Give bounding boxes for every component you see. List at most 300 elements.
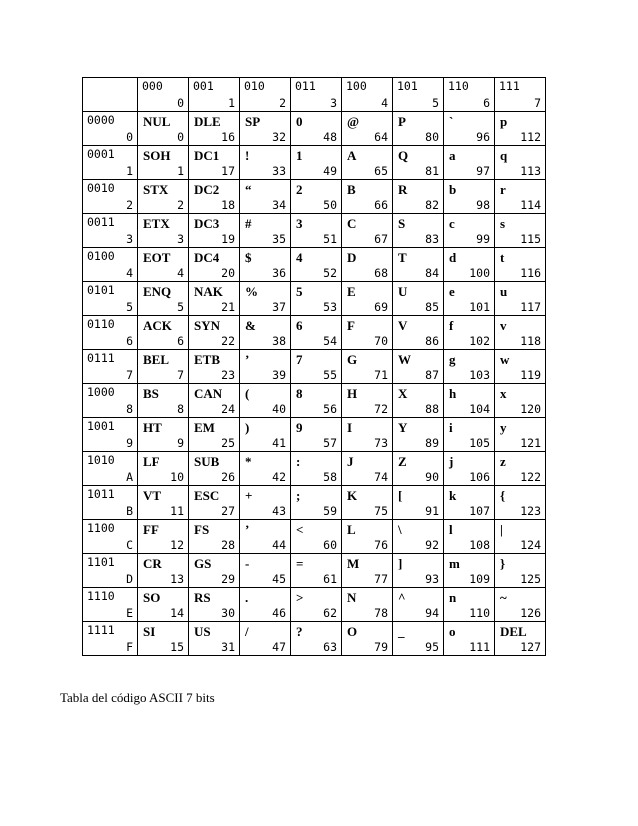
code-decimal: 57 (323, 436, 337, 450)
code-symbol: l (449, 522, 453, 537)
row-header (83, 384, 138, 418)
code-cell (291, 248, 342, 282)
code-cell (138, 486, 189, 520)
row-bits: 0001 (87, 147, 115, 161)
code-decimal: 25 (221, 436, 235, 450)
code-symbol: h (449, 386, 457, 401)
code-symbol: T (398, 250, 407, 265)
code-symbol: b (449, 182, 457, 197)
table-row (83, 520, 546, 554)
code-symbol: t (500, 250, 505, 265)
code-decimal: 127 (520, 640, 541, 654)
code-decimal: 13 (170, 572, 184, 586)
code-cell (444, 486, 495, 520)
code-cell (342, 554, 393, 588)
code-symbol: ( (245, 386, 250, 401)
code-symbol: i (449, 420, 453, 435)
code-symbol: P (398, 114, 406, 129)
code-decimal: 2 (177, 198, 184, 212)
code-symbol: J (347, 454, 354, 469)
code-cell (342, 486, 393, 520)
column-number: 3 (330, 96, 337, 110)
code-decimal: 110 (469, 606, 490, 620)
code-cell (291, 384, 342, 418)
code-cell (444, 622, 495, 656)
table-caption: Tabla del código ASCII 7 bits (60, 690, 215, 705)
code-symbol: a (449, 148, 456, 163)
row-header (83, 520, 138, 554)
code-decimal: 24 (221, 402, 235, 416)
code-cell (291, 588, 342, 622)
code-symbol: S (398, 216, 406, 231)
code-cell (291, 486, 342, 520)
code-decimal: 55 (323, 368, 337, 382)
code-symbol: 9 (296, 420, 303, 435)
code-symbol: US (194, 624, 211, 639)
row-bits: 0100 (87, 249, 115, 263)
code-decimal: 69 (374, 300, 388, 314)
code-decimal: 3 (177, 232, 184, 246)
code-decimal: 124 (520, 538, 541, 552)
code-decimal: 77 (374, 572, 388, 586)
code-symbol: 1 (296, 148, 303, 163)
code-cell (393, 418, 444, 452)
code-cell (393, 248, 444, 282)
column-number: 7 (534, 96, 541, 110)
code-symbol: Z (398, 454, 407, 469)
code-decimal: 20 (221, 266, 235, 280)
code-symbol: j (449, 454, 454, 469)
code-decimal: 60 (323, 538, 337, 552)
code-symbol: DC1 (194, 148, 220, 163)
row-hex: E (126, 606, 133, 620)
code-cell (189, 316, 240, 350)
row-bits: 0101 (87, 283, 115, 297)
code-symbol: EOT (143, 250, 171, 265)
code-decimal: 1 (177, 164, 184, 178)
column-bits: 100 (346, 79, 367, 93)
code-symbol: q (500, 148, 508, 163)
code-symbol: C (347, 216, 357, 231)
code-symbol: I (347, 420, 353, 435)
code-decimal: 0 (177, 130, 184, 144)
code-decimal: 30 (221, 606, 235, 620)
column-bits: 011 (295, 79, 316, 93)
code-symbol: K (347, 488, 358, 503)
code-cell (495, 316, 546, 350)
code-symbol: EM (194, 420, 215, 435)
row-hex: 7 (126, 368, 133, 382)
code-symbol: n (449, 590, 457, 605)
code-decimal: 6 (177, 334, 184, 348)
code-decimal: 88 (425, 402, 439, 416)
code-cell (393, 146, 444, 180)
code-cell (138, 180, 189, 214)
code-decimal: 50 (323, 198, 337, 212)
code-cell (495, 588, 546, 622)
code-symbol: SOH (143, 148, 171, 163)
code-decimal: 99 (476, 232, 490, 246)
code-cell (393, 112, 444, 146)
code-symbol: z (500, 454, 506, 469)
code-cell (240, 112, 291, 146)
code-cell (291, 622, 342, 656)
code-cell (138, 554, 189, 588)
code-symbol: / (245, 624, 249, 639)
code-decimal: 111 (469, 640, 490, 654)
code-symbol: O (347, 624, 358, 639)
code-cell (138, 520, 189, 554)
code-symbol: = (296, 556, 304, 571)
code-cell (240, 452, 291, 486)
code-symbol: NAK (194, 284, 223, 299)
code-symbol: + (245, 488, 253, 503)
code-decimal: 74 (374, 470, 388, 484)
code-cell (444, 418, 495, 452)
row-header (83, 486, 138, 520)
code-symbol: @ (347, 114, 360, 129)
code-cell (291, 350, 342, 384)
code-symbol: SO (143, 590, 161, 605)
row-bits: 0111 (87, 351, 115, 365)
row-hex: D (126, 572, 133, 586)
code-cell (291, 554, 342, 588)
code-decimal: 107 (469, 504, 490, 518)
code-cell (342, 112, 393, 146)
code-cell (495, 214, 546, 248)
code-cell (444, 316, 495, 350)
code-symbol: GS (194, 556, 212, 571)
code-decimal: 112 (520, 130, 541, 144)
code-cell (393, 384, 444, 418)
column-number: 5 (432, 96, 439, 110)
code-symbol: . (245, 590, 249, 605)
code-cell (240, 384, 291, 418)
code-cell (342, 520, 393, 554)
code-cell (495, 622, 546, 656)
code-cell (495, 486, 546, 520)
code-cell (393, 486, 444, 520)
table-row (83, 622, 546, 656)
code-cell (189, 520, 240, 554)
code-symbol: f (449, 318, 454, 333)
code-cell (393, 350, 444, 384)
code-cell (495, 350, 546, 384)
code-symbol: ENQ (143, 284, 172, 299)
code-cell (240, 588, 291, 622)
code-symbol: V (398, 318, 408, 333)
row-bits: 1100 (87, 521, 115, 535)
row-header (83, 622, 138, 656)
code-cell (138, 622, 189, 656)
code-symbol: \ (398, 522, 402, 537)
code-symbol: g (449, 352, 456, 367)
code-symbol: - (245, 556, 250, 571)
code-cell (495, 384, 546, 418)
code-decimal: 12 (170, 538, 184, 552)
code-cell (240, 248, 291, 282)
code-decimal: 66 (374, 198, 388, 212)
code-cell (444, 180, 495, 214)
code-decimal: 119 (520, 368, 541, 382)
code-decimal: 96 (476, 130, 490, 144)
row-header (83, 146, 138, 180)
column-header (291, 78, 342, 112)
code-decimal: 44 (272, 538, 286, 552)
code-symbol: SI (143, 624, 156, 639)
code-cell (240, 622, 291, 656)
code-cell (189, 554, 240, 588)
code-symbol: NUL (143, 114, 171, 129)
code-cell (189, 282, 240, 316)
code-cell (495, 146, 546, 180)
code-cell (189, 622, 240, 656)
code-symbol: ETX (143, 216, 170, 231)
code-cell (189, 146, 240, 180)
code-symbol: $ (245, 250, 252, 265)
code-symbol: X (398, 386, 408, 401)
column-bits: 111 (499, 79, 520, 93)
code-symbol: Y (398, 420, 408, 435)
code-symbol: | (500, 522, 503, 537)
code-decimal: 65 (374, 164, 388, 178)
code-decimal: 48 (323, 130, 337, 144)
code-symbol: 0 (296, 114, 303, 129)
code-cell (189, 248, 240, 282)
ascii-table (82, 77, 546, 656)
table-row (83, 588, 546, 622)
column-header (342, 78, 393, 112)
code-decimal: 67 (374, 232, 388, 246)
code-decimal: 123 (520, 504, 541, 518)
row-hex: 5 (126, 300, 133, 314)
column-number: 2 (279, 96, 286, 110)
code-decimal: 97 (476, 164, 490, 178)
code-decimal: 28 (221, 538, 235, 552)
code-symbol: A (347, 148, 357, 163)
code-decimal: 109 (469, 572, 490, 586)
table-row (83, 316, 546, 350)
code-symbol: BS (143, 386, 159, 401)
code-symbol: ’ (245, 522, 250, 537)
code-symbol: [ (398, 488, 403, 503)
code-symbol: ~ (500, 590, 507, 605)
code-cell (495, 112, 546, 146)
row-hex: 1 (126, 164, 133, 178)
code-cell (189, 588, 240, 622)
row-header (83, 350, 138, 384)
code-symbol: d (449, 250, 457, 265)
code-symbol: ’ (245, 352, 250, 367)
code-decimal: 103 (469, 368, 490, 382)
code-decimal: 108 (469, 538, 490, 552)
code-symbol: R (398, 182, 408, 197)
code-decimal: 43 (272, 504, 286, 518)
code-cell (138, 452, 189, 486)
code-cell (138, 112, 189, 146)
code-cell (393, 180, 444, 214)
row-header (83, 112, 138, 146)
code-decimal: 75 (374, 504, 388, 518)
code-symbol: p (500, 114, 508, 129)
code-cell (138, 350, 189, 384)
code-symbol: VT (143, 488, 162, 503)
row-bits: 1001 (87, 419, 115, 433)
table-row (83, 180, 546, 214)
table-row (83, 248, 546, 282)
code-decimal: 7 (177, 368, 184, 382)
code-cell (393, 452, 444, 486)
code-symbol: SYN (194, 318, 221, 333)
code-cell (138, 588, 189, 622)
column-bits: 000 (142, 79, 163, 93)
code-cell (342, 452, 393, 486)
code-symbol: DC4 (194, 250, 220, 265)
code-cell (240, 316, 291, 350)
code-symbol: L (347, 522, 356, 537)
code-cell (342, 248, 393, 282)
row-hex: 4 (126, 266, 133, 280)
code-symbol: > (296, 590, 304, 605)
code-decimal: 62 (323, 606, 337, 620)
code-cell (189, 350, 240, 384)
code-decimal: 61 (323, 572, 337, 586)
code-symbol: 8 (296, 386, 303, 401)
code-cell (291, 180, 342, 214)
corner-cell (83, 78, 138, 112)
row-bits: 1111 (87, 623, 115, 637)
code-cell (444, 112, 495, 146)
code-symbol: e (449, 284, 455, 299)
row-bits: 0110 (87, 317, 115, 331)
table-row (83, 384, 546, 418)
code-symbol: M (347, 556, 360, 571)
code-decimal: 100 (469, 266, 490, 280)
code-decimal: 116 (520, 266, 541, 280)
code-decimal: 113 (520, 164, 541, 178)
code-cell (444, 452, 495, 486)
table-row (83, 486, 546, 520)
code-decimal: 91 (425, 504, 439, 518)
code-cell (444, 554, 495, 588)
column-header (393, 78, 444, 112)
code-decimal: 53 (323, 300, 337, 314)
code-decimal: 64 (374, 130, 388, 144)
code-symbol: H (347, 386, 358, 401)
table-row (83, 282, 546, 316)
code-cell (240, 486, 291, 520)
code-symbol: D (347, 250, 357, 265)
code-decimal: 54 (323, 334, 337, 348)
code-decimal: 32 (272, 130, 286, 144)
code-cell (291, 418, 342, 452)
row-header (83, 248, 138, 282)
table-row (83, 350, 546, 384)
code-decimal: 78 (374, 606, 388, 620)
code-symbol: FF (143, 522, 159, 537)
code-symbol: % (245, 284, 258, 299)
code-cell (240, 282, 291, 316)
row-header (83, 588, 138, 622)
table-row (83, 214, 546, 248)
code-decimal: 4 (177, 266, 184, 280)
code-cell (138, 214, 189, 248)
code-symbol: m (449, 556, 460, 571)
code-decimal: 94 (425, 606, 439, 620)
code-decimal: 98 (476, 198, 490, 212)
code-decimal: 106 (469, 470, 490, 484)
code-symbol: STX (143, 182, 169, 197)
code-decimal: 125 (520, 572, 541, 586)
code-cell (240, 418, 291, 452)
code-cell (240, 350, 291, 384)
code-decimal: 26 (221, 470, 235, 484)
code-cell (342, 180, 393, 214)
code-symbol: ACK (143, 318, 172, 333)
code-symbol: 4 (296, 250, 303, 265)
code-decimal: 104 (469, 402, 490, 416)
code-cell (495, 452, 546, 486)
code-symbol: DEL (500, 624, 527, 639)
code-decimal: 45 (272, 572, 286, 586)
code-decimal: 93 (425, 572, 439, 586)
column-number: 0 (177, 96, 184, 110)
code-cell (291, 146, 342, 180)
code-decimal: 73 (374, 436, 388, 450)
code-symbol: HT (143, 420, 162, 435)
code-decimal: 36 (272, 266, 286, 280)
code-decimal: 56 (323, 402, 337, 416)
code-symbol: * (245, 454, 252, 469)
row-hex: 2 (126, 198, 133, 212)
row-header (83, 180, 138, 214)
code-cell (138, 384, 189, 418)
row-hex: B (126, 504, 133, 518)
code-symbol: B (347, 182, 356, 197)
row-header (83, 452, 138, 486)
code-symbol: < (296, 522, 304, 537)
code-decimal: 120 (520, 402, 541, 416)
code-decimal: 29 (221, 572, 235, 586)
code-decimal: 105 (469, 436, 490, 450)
code-symbol: w (500, 352, 510, 367)
code-decimal: 8 (177, 402, 184, 416)
code-symbol: 7 (296, 352, 303, 367)
code-symbol: DLE (194, 114, 221, 129)
code-cell (393, 554, 444, 588)
code-decimal: 27 (221, 504, 235, 518)
code-symbol: ^ (398, 590, 406, 605)
code-decimal: 35 (272, 232, 286, 246)
code-decimal: 126 (520, 606, 541, 620)
row-bits: 1011 (87, 487, 115, 501)
code-symbol: y (500, 420, 507, 435)
code-symbol: : (296, 454, 301, 469)
code-cell (495, 418, 546, 452)
table-row (83, 112, 546, 146)
code-symbol: o (449, 624, 456, 639)
code-decimal: 15 (170, 640, 184, 654)
code-symbol: G (347, 352, 358, 367)
code-cell (240, 554, 291, 588)
code-cell (444, 350, 495, 384)
code-cell (291, 112, 342, 146)
code-cell (189, 180, 240, 214)
code-cell (189, 486, 240, 520)
code-symbol: ; (296, 488, 301, 503)
code-cell (444, 214, 495, 248)
code-decimal: 49 (323, 164, 337, 178)
